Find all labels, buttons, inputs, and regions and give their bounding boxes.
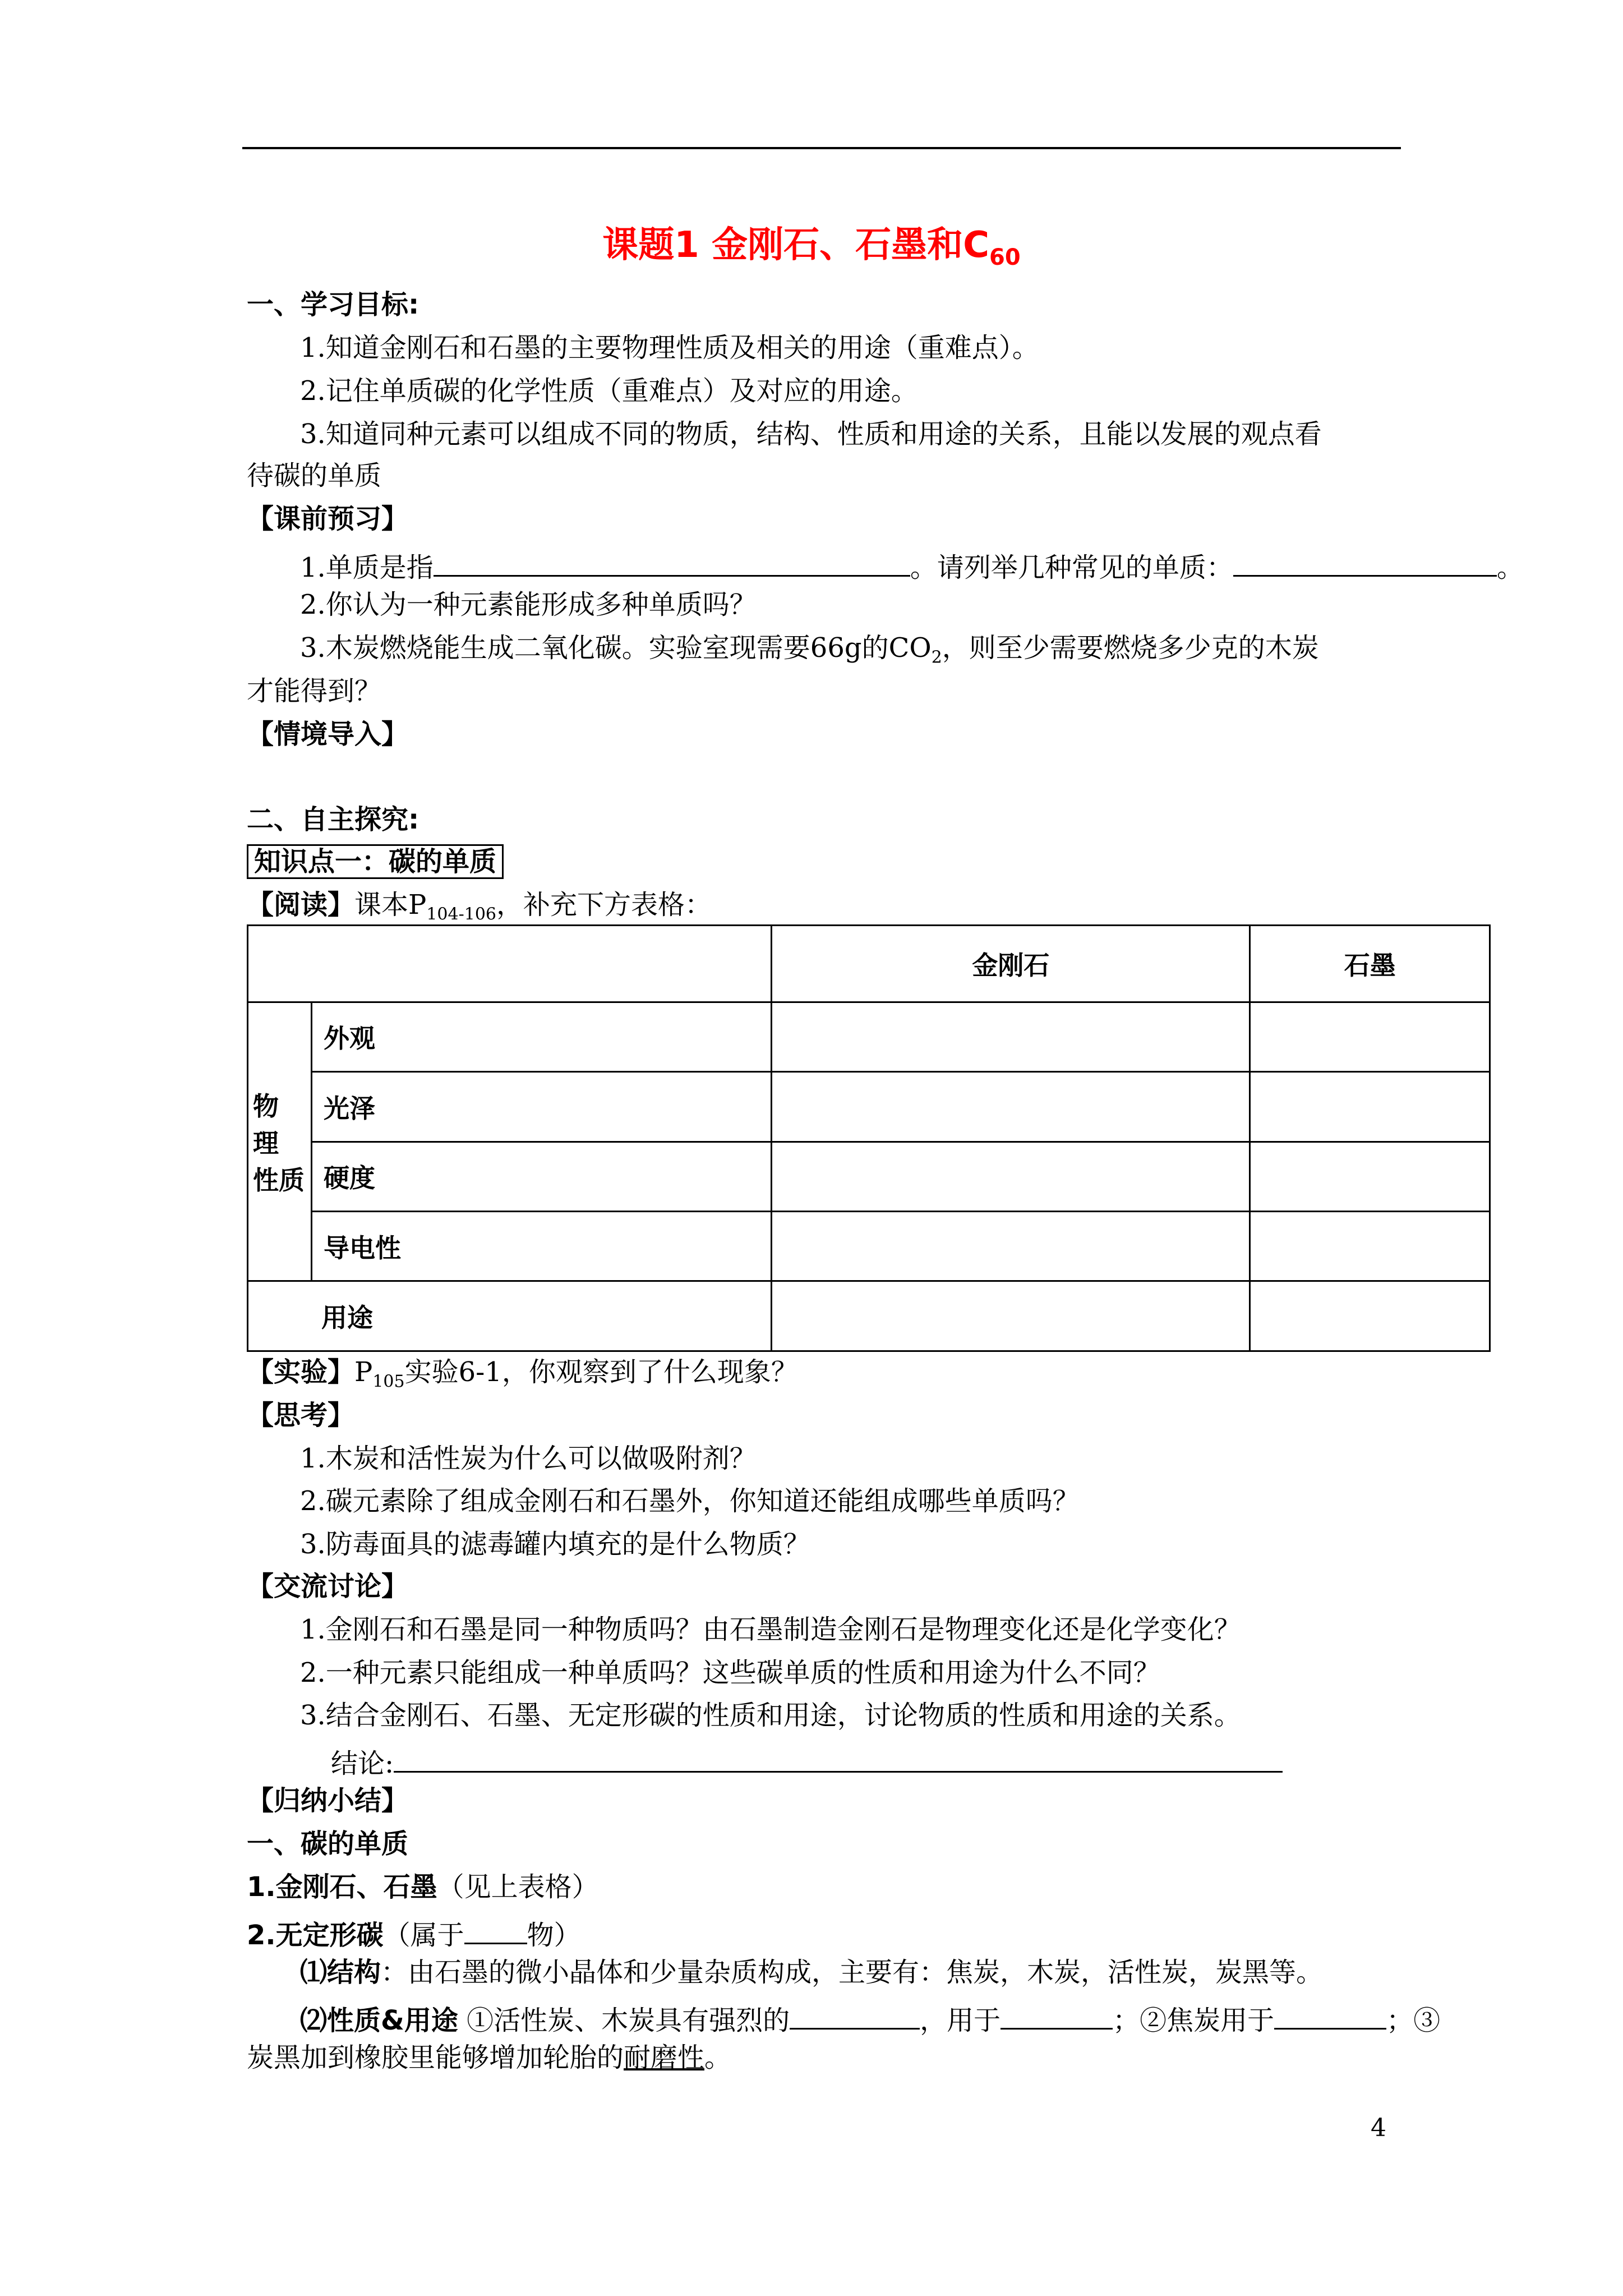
summary-item-2-text-b: 物） [527,1920,581,1951]
conclusion-line [331,1742,1283,1780]
preview-q3-cont: 才能得到？ [247,675,382,707]
preview-q2: 2.你认为一种元素能形成多种单质吗？ [300,589,757,620]
preview-q3-text-b: ，则至少需要燃烧多少克的木炭 [942,632,1319,664]
summary-heading: 【归纳小结】 [247,1785,409,1816]
carbon-black-line [247,2042,731,2074]
conclusion-label: 结论: [331,1748,394,1779]
think-3: 3.防毒面具的滤毒罐内填充的是什么物质？ [300,1529,810,1560]
carbon-black-text-b: 。 [704,2042,732,2073]
adsorption-blank[interactable] [790,1999,920,2030]
definition-blank[interactable] [434,546,910,577]
cell-diamond-luster[interactable] [772,1072,1250,1142]
summary-h1: 一、碳的单质 [247,1828,409,1860]
discuss-1: 1.金刚石和石墨是同一种物质吗？由石墨制造金刚石是物理变化还是化学变化？ [300,1614,1241,1645]
read-instruction [247,889,712,925]
conclusion-blank[interactable] [394,1742,1283,1773]
row-label-conductivity: 导电性 [312,1211,772,1281]
title-subscript: 60 [989,244,1021,270]
use-blank[interactable] [1000,1999,1113,2030]
properties-uses-text-b: ，用于 [920,2005,1001,2036]
preview-q3-subscript: 2 [931,647,942,668]
row-label-luster: 光泽 [312,1072,772,1142]
think-1: 1.木炭和活性炭为什么可以做吸附剂？ [300,1443,757,1474]
row-label-uses: 用途 [248,1281,772,1351]
discuss-2: 2.一种元素只能组成一种单质吗？这些碳单质的性质和用途为什么不同？ [300,1657,1160,1688]
wear-resistance-term: 耐磨性 [624,2042,705,2073]
preview-q3 [300,632,1319,668]
preview-q1-text-a: 1.单质是指 [300,552,434,583]
read-subscript: 104-106 [426,904,496,924]
objective-2: 2.记住单质碳的化学性质（重难点）及对应的用途。 [300,375,918,407]
think-2: 2.碳元素除了组成金刚石和石墨外，你知道还能组成哪些单质吗？ [300,1485,1080,1517]
page-number: 4 [1371,2114,1386,2142]
summary-item-2-bold: 2.无定形碳 [247,1920,384,1951]
section1-heading: 一、学习目标: [247,289,419,320]
read-text-b: ，补充下方表格： [496,889,712,921]
cell-graphite-luster[interactable] [1250,1072,1490,1142]
preview-q1-text-c: 。 [1496,552,1524,583]
section2-heading: 二、自主探究: [247,804,419,835]
read-label: 【阅读】 [247,889,355,921]
experiment-text-a: P [354,1356,373,1388]
cell-diamond-uses[interactable] [772,1281,1250,1351]
cell-graphite-conductivity[interactable] [1250,1211,1490,1281]
summary-item-1 [247,1871,599,1904]
cell-diamond-hardness[interactable] [772,1142,1250,1211]
summary-item-2-text-a: （属于 [383,1920,464,1951]
summary-item-2 [247,1913,581,1952]
structure-line [300,1957,1323,1989]
discuss-heading: 【交流讨论】 [247,1571,409,1602]
table-corner-cell [248,926,772,1002]
summary-item-1-rest: （见上表格） [437,1871,599,1903]
carbon-black-text-a: 炭黑加到橡胶里能够增加轮胎的 [247,2042,624,2073]
discuss-3: 3.结合金刚石、石墨、无定形碳的性质和用途，讨论物质的性质和用途的关系。 [300,1700,1241,1731]
header-rule [242,147,1401,149]
preview-q1-text-b: 。请列举几种常见的单质： [910,552,1233,583]
objective-3: 3.知道同种元素可以组成不同的物质，结构、性质和用途的关系，且能以发展的观点看 [300,418,1322,450]
preview-heading: 【课前预习】 [247,503,409,535]
properties-table [247,924,1491,1352]
think-heading: 【思考】 [247,1400,355,1431]
experiment-text-b: 实验6-1，你观察到了什么现象？ [404,1356,798,1388]
scenario-heading: 【情境导入】 [247,719,409,750]
structure-text: ：由石墨的微小晶体和少量杂质构成，主要有：焦炭，木炭，活性炭，炭黑等。 [381,1957,1324,1988]
properties-uses-text-d: ；③ [1386,2005,1441,2036]
objective-1: 1.知道金刚石和石墨的主要物理性质及相关的用途（重难点）。 [300,332,1039,364]
header-graphite: 石墨 [1250,926,1490,1002]
properties-uses-text-c: ；②焦炭用于 [1113,2005,1275,2036]
summary-item-1-bold: 1.金刚石、石墨 [247,1871,437,1903]
objective-3-cont: 待碳的单质 [247,460,382,491]
properties-uses-line [300,1999,1440,2037]
experiment-line [247,1356,798,1392]
preview-q3-text-a: 3.木炭燃烧能生成二氧化碳。实验室现需要66g的CO [300,632,932,664]
physical-label-line1: 物 理 [253,1091,279,1158]
knowledge-point-1 [247,846,504,878]
row-label-appearance: 外观 [312,1002,772,1071]
cell-diamond-conductivity[interactable] [772,1211,1250,1281]
experiment-label: 【实验】 [247,1356,355,1388]
cell-graphite-hardness[interactable] [1250,1142,1490,1211]
properties-uses-text-a: ①活性炭、木炭具有强烈的 [458,2005,790,2036]
properties-uses-label: ⑵性质&用途 [300,2005,458,2036]
header-diamond: 金刚石 [772,926,1250,1002]
physical-label-line2: 性质 [253,1165,305,1195]
row-label-hardness: 硬度 [312,1142,772,1211]
page-title [0,216,1623,270]
knowledge-point-box: 知识点一：碳的单质 [247,844,504,879]
cell-graphite-appearance[interactable] [1250,1002,1490,1071]
cell-diamond-appearance[interactable] [772,1002,1250,1071]
coke-use-blank[interactable] [1274,1999,1386,2030]
title-text: 课题1 金刚石、石墨和C [602,224,990,266]
read-text-a: 课本P [354,889,427,921]
substance-type-blank[interactable] [464,1913,527,1944]
examples-blank[interactable] [1233,546,1497,577]
experiment-subscript: 105 [372,1372,405,1392]
preview-q1 [300,546,1524,585]
physical-properties-label [248,1002,312,1281]
structure-label: ⑴结构 [300,1957,381,1988]
cell-graphite-uses[interactable] [1250,1281,1490,1351]
